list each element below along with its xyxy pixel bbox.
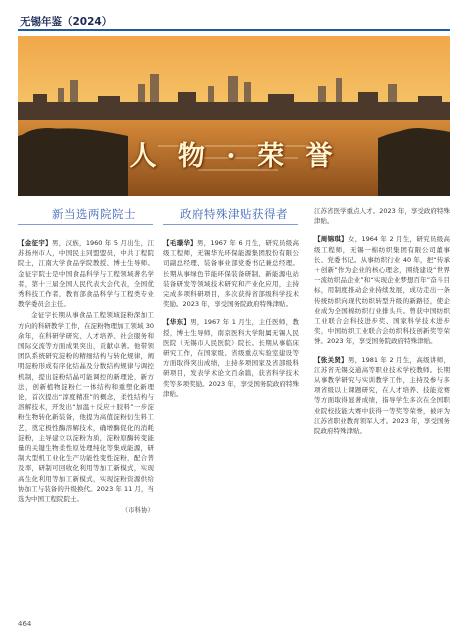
entry-continuation: 江苏省医学重点人才。2023 年，享受政府特殊津贴。	[314, 207, 450, 226]
person-name: 【毛璟华】	[163, 239, 197, 247]
entry-text: 男，汉族，1960 年 5 月出生，江苏扬州市人，中国民主同盟盟员，中共丁程院院士，江南大学食品学院教授、博士生导师。金征宇院士是中国食品科学与工程领域著名学者，第十三届全国人民代表大会代表，全国优秀科技工作者，教育部食品科学与工程类专业教学委员会主任。	[18, 239, 154, 309]
entry-text: 金征宇长期从事食品工程领域淀粉深加工方向的科研教学工作，在淀粉物理加工领域 30 余年，在科研学研究、人才培养、社会服务和国际交流等方面成果突出，贡献卓著。他带领团队系统研究淀粉的精细结构与转化规律，阐明淀粉形成有序化结晶及分数结构规律与调控机制，提出淀粉结晶可能调控的新理论，新方法，创新植物淀粉仁一体结构和重塑化新理论，首次提出“淳度精准”的概念，柔性结构与溶解技术，开发出“加温＋反应＋胶料”一步淀粉生物转化新装备，他提为高值淀粉衍生料工艺，奠定极性酶溶解技术，确增酶促化的消耗淀粉，主导建立以淀粉为质，淀粉原酶转变能量的关键生物柔性原处理纯化等集成能源，研制大型机工业化生产功能性变性淀粉，配合普及率，研制可回收化利用等加工新模式，实现高生化利用等加工新模式，实现淀粉资源供给协加工与装备的升级换代。2023 年 11 月，当选为中国工程院院士。	[18, 311, 154, 504]
entry-zhang-guanxian	[314, 355, 450, 437]
entry-text: 女，1964 年 2 月生，研究员级高级工程师，无锡一棉纺织集团有限公司董事长、党委书记。从事纺织行业 40 年，把“传承＋创新”作为企业的核心理念，围绕建设“世界一流纺织品企业”和“实现企业梦想百年”奋斗目标，用制度推动企业持续发展，成功走出一条传统纺织向现代纺织转型升级的新路径，使企业成为全国棉纺织行业排头兵。曾获中国纺织工业联合会科技进步奖、国家科学技术进步奖，中国纺织工业联合会纺织科技创新奖等荣誉。2023 年，享受国务院政府特殊津贴。	[314, 235, 450, 346]
left-column	[18, 238, 154, 515]
entry-hua-dong	[163, 317, 299, 399]
heading-rule-mid	[163, 224, 298, 225]
person-name: 【张关贤】	[314, 355, 348, 364]
entry-mao-jinghua	[163, 238, 299, 309]
heading-academicians: 新当选两院院士	[52, 207, 136, 221]
middle-column	[163, 238, 299, 400]
person-name: 【华东】	[163, 318, 191, 327]
yearbook-title: 无锡年鉴（2024）	[20, 16, 113, 28]
page-number: 464	[18, 620, 32, 628]
entry-jin-zhengyu	[18, 238, 154, 309]
person-name: 【周锦琪】	[314, 235, 348, 244]
running-header	[18, 10, 450, 32]
entry-text: 男，1981 年 2 月生，高级讲师，江苏省无锡交通高等职业技术学校教师。长期从事教学研究与实训教学工作，主持及参与多项省级以上课题研究，在人才培养、技能竞赛等方面取得显著成绩，指导学生多次在全国职业院校技能大赛中获得一等奖等荣誉，被评为江苏省职业教育领军人才。2023 年，享受国务院政府特殊津贴。	[314, 355, 450, 436]
section-banner	[18, 36, 450, 196]
entry-text: 男，1967 年 1 月生，主任医师，教授，博士生导师，南京医科大学附属无锡人民医院（无锡市人民医院）院长。长期从事临床研究工作，在国家级、省级重点实验室建设等方面取得突出成绩，主持多项国家及省部级科研项目，发表学术论文百余篇，获省科学技术奖等多项奖励。2023 年，享受国务院政府特殊津贴。	[163, 318, 299, 398]
entry-text: 男，1967 年 6 月生，研究员级高级工程师，无锡华光环保能源集团股份有限公司副总经理、装备事业部党委书记兼总经理。长期从事绿色节能环保装备研制、新能源电站装备研发等领域技术研究和产业化应用，主持完成多项科研项目，多次获得省部级科学技术奖励。2023 年，享受国务院政府特殊津贴。	[163, 239, 299, 309]
header-rule	[18, 29, 450, 31]
heading-rule-left	[18, 224, 153, 225]
person-name: 【金征宇】	[18, 239, 52, 247]
banner-title: 人 物 · 荣 誉	[129, 141, 339, 172]
heading-allowance: 政府特殊津贴获得者	[180, 207, 288, 221]
right-column	[314, 206, 450, 437]
source-note: （市科协）	[121, 506, 154, 515]
entry-zhou-jinqi	[314, 234, 450, 346]
